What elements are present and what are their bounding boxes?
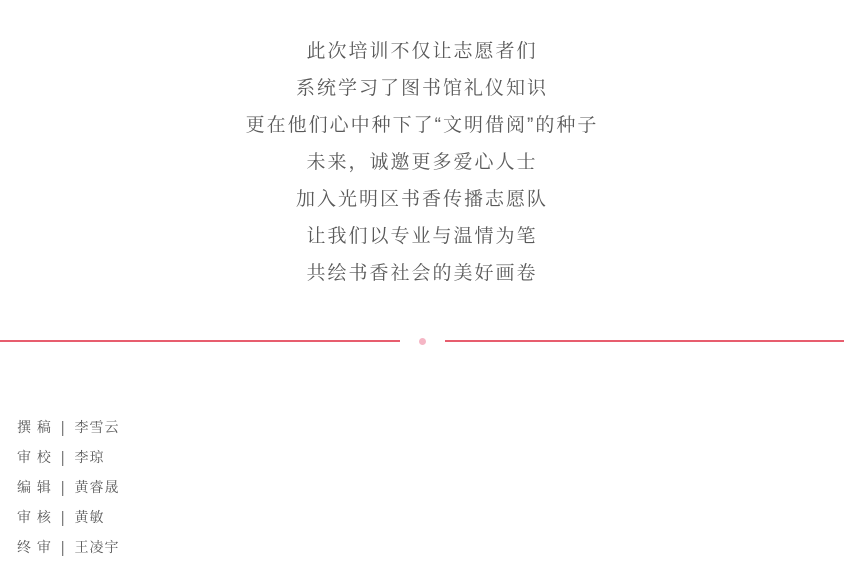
credit-name: 王凌宇 xyxy=(74,539,120,555)
article-line: 未来，诚邀更多爱心人士 xyxy=(306,152,538,173)
credit-role: 审 核 xyxy=(17,509,52,525)
credit-separator: | xyxy=(60,448,66,466)
article-line: 此次培训不仅让志愿者们 xyxy=(306,41,538,62)
credit-separator: | xyxy=(60,508,66,526)
article-body-text xyxy=(0,33,844,292)
credit-name: 黄敏 xyxy=(74,509,105,525)
article-line: 共绘书香社会的美好画卷 xyxy=(306,263,538,284)
divider-line-left xyxy=(0,340,400,342)
credit-name: 黄睿晟 xyxy=(74,479,120,495)
credit-name: 李雪云 xyxy=(74,419,120,435)
credit-row-editor xyxy=(17,472,120,502)
article-line: 让我们以专业与温情为笔 xyxy=(306,226,538,247)
section-divider xyxy=(0,334,844,348)
divider-dot-icon xyxy=(419,338,426,345)
article-line: 更在他们心中种下了“文明借阅”的种子 xyxy=(245,115,599,136)
credit-separator: | xyxy=(60,418,66,436)
credit-row-proofreader xyxy=(17,442,120,472)
credit-role: 审 校 xyxy=(17,449,52,465)
credit-role: 撰 稿 xyxy=(17,419,52,435)
credits-block xyxy=(17,412,120,562)
credit-separator: | xyxy=(60,478,66,496)
article-line: 加入光明区书香传播志愿队 xyxy=(295,189,548,210)
credit-row-final-reviewer xyxy=(17,532,120,562)
credit-separator: | xyxy=(60,538,66,556)
credit-name: 李琼 xyxy=(74,449,105,465)
credit-role: 编 辑 xyxy=(17,479,52,495)
credit-row-writer xyxy=(17,412,120,442)
article-line: 系统学习了图书馆礼仪知识 xyxy=(295,78,548,99)
credit-row-reviewer xyxy=(17,502,120,532)
credit-role: 终 审 xyxy=(17,539,52,555)
divider-line-right xyxy=(445,340,844,342)
